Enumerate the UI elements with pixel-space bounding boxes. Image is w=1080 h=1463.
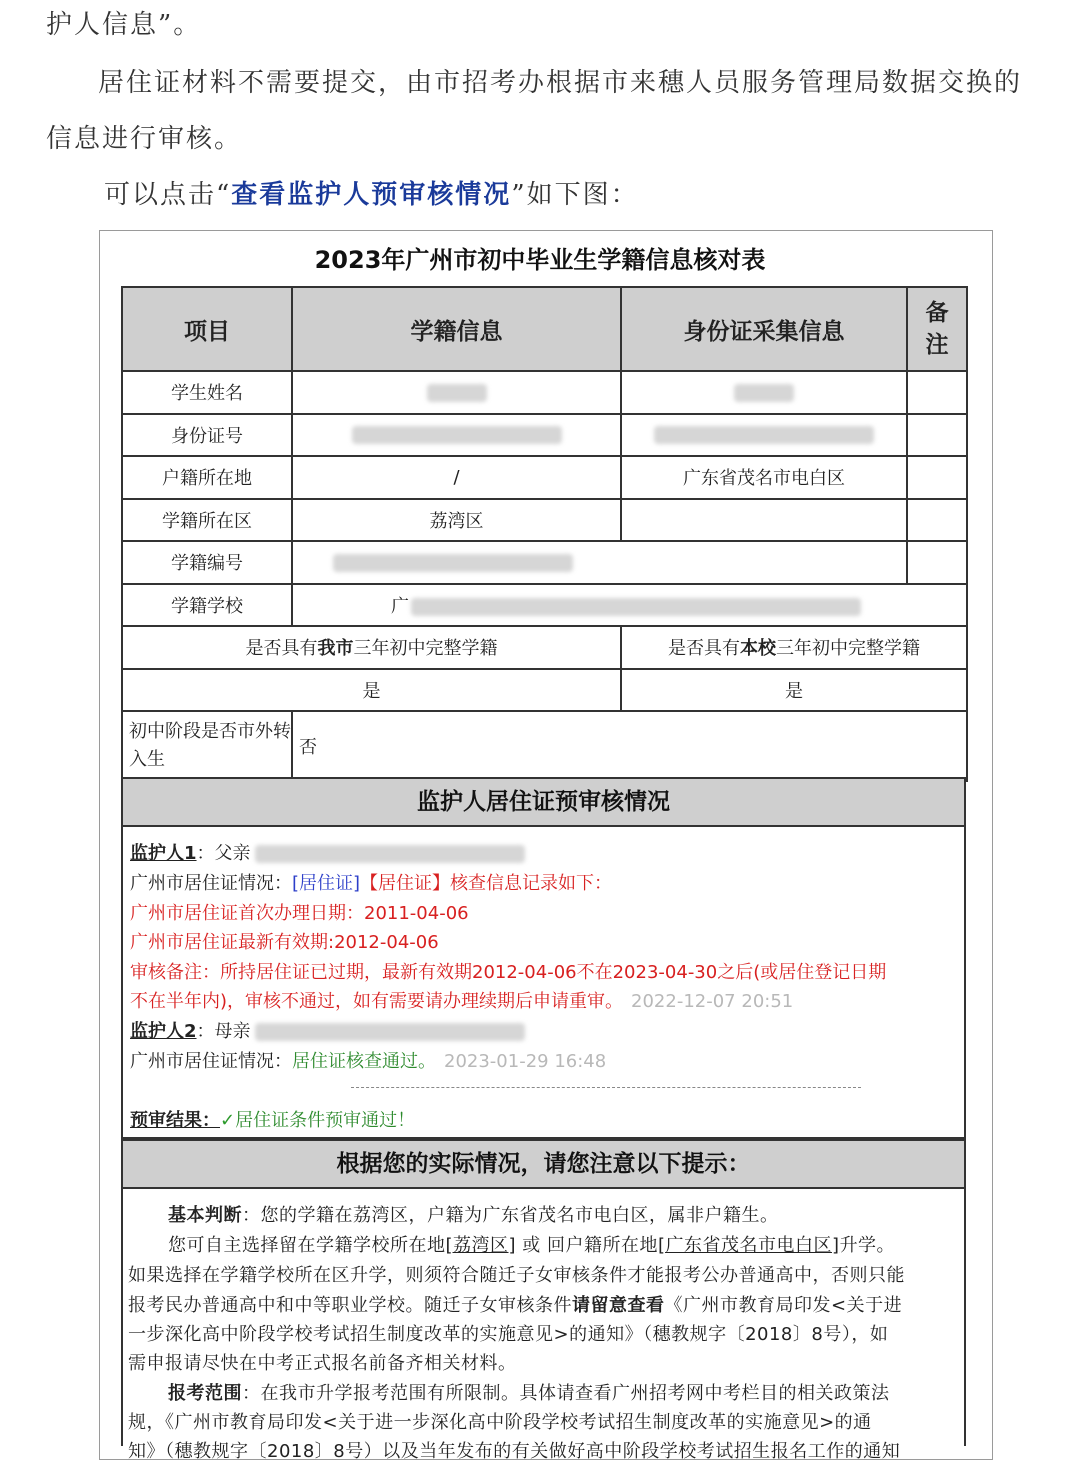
tips-line-4-post: 《广州市教育局印发<关于进: [664, 1295, 903, 1316]
table-row: [122, 371, 967, 414]
intro-line-4-pre: 可以点击“: [104, 180, 232, 210]
scope-text: ：在我市升学报考范围有所限制。具体请查看广州招考网中考栏目的相关政策法: [242, 1383, 890, 1404]
school-name: [292, 584, 967, 627]
school-district-id: [621, 499, 907, 542]
table-row: [122, 499, 967, 542]
intro-line-3: 信息进行审核。: [46, 124, 243, 154]
student-name-id: [621, 371, 907, 414]
transfer-value: 否: [292, 711, 967, 781]
guardian-1-label: 监护人1: [130, 843, 197, 864]
choice-district-b: [广东省茂名市电白区]: [658, 1235, 840, 1256]
scope-line: [168, 1379, 890, 1405]
tips-header: 根据您的实际情况，请您注意以下提示：: [121, 1139, 966, 1189]
row-label: 学籍编号: [122, 541, 292, 584]
guardian-1-tag-2: 【居住证】: [360, 873, 451, 894]
q1-pre: 是否具有: [245, 638, 318, 660]
student-name-school: [292, 371, 621, 414]
guardian-1-tag-1: [居住证]: [292, 873, 361, 894]
guardian-1-line: [130, 839, 525, 865]
intro-line-1: 护人信息”。: [46, 10, 202, 40]
table-row: [122, 414, 967, 457]
remark-cell: [907, 371, 967, 414]
intro-line-4-post: ”如下图：: [511, 180, 639, 210]
guardian-review-box: [121, 827, 966, 1139]
tips-box: [121, 1189, 966, 1462]
choice-line: [168, 1231, 895, 1257]
answer-city-record: 是: [122, 669, 621, 712]
q1-bold: 我市: [317, 638, 354, 660]
household-id: 广东省茂名市电白区: [621, 456, 907, 499]
id-number-school: [292, 414, 621, 457]
guardian-review-header: 监护人居住证预审核情况: [121, 777, 966, 827]
answer-school-record: 是: [621, 669, 967, 712]
remark-cell: [907, 499, 967, 542]
id-number-id: [621, 414, 907, 457]
table-row: [122, 456, 967, 499]
remark-cell: [907, 541, 967, 584]
tips-line-3: 如果选择在学籍学校所在区升学，则须符合随迁子女审核条件才能报考公办普通高中，否则只能: [128, 1265, 905, 1286]
first-issue-date: 广州市居住证首次办理日期：2011-04-06: [130, 903, 469, 924]
guardian-2-status-text: 居住证核查通过。: [292, 1051, 436, 1072]
choice-pre: 您可自主选择留在学籍学校所在地: [168, 1235, 446, 1256]
table-row: [122, 584, 967, 627]
intro-line-4: [104, 174, 639, 211]
choice-post: 升学。: [839, 1235, 896, 1256]
q1-post: 三年初中完整学籍: [353, 638, 498, 660]
school-district: 荔湾区: [292, 499, 621, 542]
q2-post: 三年初中完整学籍: [776, 638, 920, 660]
guardian-1-status: [130, 869, 612, 895]
table-row: [122, 626, 967, 669]
header-remark: [907, 287, 967, 371]
remark-cell: [907, 456, 967, 499]
household-school: /: [292, 456, 621, 499]
header-school-info: 学籍信息: [292, 287, 621, 371]
dashed-divider: [351, 1087, 861, 1088]
table-header-row: [122, 287, 967, 371]
latest-validity: 广州市居住证最新有效期:2012-04-06: [130, 932, 439, 953]
row-label: 身份证号: [122, 414, 292, 457]
review-note-line-2: [130, 987, 793, 1013]
question-city-record: [122, 626, 621, 669]
check-icon: ✓: [220, 1110, 236, 1131]
header-remark-text: 备注: [925, 300, 949, 358]
row-label: 学籍学校: [122, 584, 292, 627]
transfer-label: 初中阶段是否市外转入生: [122, 711, 292, 781]
table-row: [122, 669, 967, 712]
guardian-1-status-post: 核查信息记录如下：: [450, 873, 613, 894]
guardian-2-status-pre: 广州市居住证情况：: [130, 1051, 292, 1072]
q2-bold: 本校: [740, 638, 776, 660]
tips-line-9: 知》（穗教规字〔2018〕8号）以及当年发布的有关做好高中阶段学校考试招生报名工作的通知: [128, 1441, 901, 1462]
tips-line-4: [128, 1291, 902, 1317]
question-school-record: [621, 626, 967, 669]
student-info-table: [121, 286, 968, 782]
guardian-2-status: [130, 1047, 606, 1073]
tips-line-8: 规，《广州市教育局印发<关于进一步深化高中阶段学校考试招生制度改革的实施意见>的通: [128, 1412, 872, 1433]
table-row: [122, 541, 967, 584]
student-number: [292, 541, 907, 584]
document-title: 2023年广州市初中毕业生学籍信息核对表: [314, 246, 766, 274]
prereview-result: [130, 1106, 415, 1132]
guardian-2-relation: ：母亲: [196, 1021, 251, 1042]
q2-pre: 是否具有: [668, 638, 740, 660]
guardian-2-line: [130, 1017, 525, 1043]
prereview-result-label: 预审结果：: [130, 1110, 220, 1131]
remark-cell: [907, 414, 967, 457]
row-label: 学籍所在区: [122, 499, 292, 542]
view-guardian-review-link[interactable]: 查看监护人预审核情况: [231, 180, 512, 210]
school-name-prefix: 广: [391, 595, 409, 617]
review-note-line-1: 审核备注：所持居住证已过期，最新有效期2012-04-06不在2023-04-30之后(或居住登记日期: [130, 962, 887, 983]
guardian-1-status-pre: 广州市居住证情况：: [130, 873, 292, 894]
tips-line-5: 一步深化高中阶段学校考试招生制度改革的实施意见>的通知》（穗教规字〔2018〕8号），如: [128, 1324, 889, 1345]
basic-judgement: [168, 1201, 779, 1227]
table-row: [122, 711, 967, 781]
row-label: 学生姓名: [122, 371, 292, 414]
basic-judgement-label: 基本判断: [168, 1205, 242, 1226]
scope-label: 报考范围: [168, 1383, 242, 1404]
guardian-2-time: 2023-01-29 16:48: [444, 1051, 607, 1072]
header-item: 项目: [122, 287, 292, 371]
guardian-2-label: 监护人2: [130, 1021, 197, 1042]
tips-line-4-bold: 请留意查看: [572, 1295, 665, 1316]
prereview-result-text: 居住证条件预审通过！: [235, 1110, 416, 1131]
choice-mid: 或 回户籍所在地: [522, 1235, 659, 1256]
intro-line-2: 居住证材料不需要提交，由市招考办根据市来穗人员服务管理局数据交换的: [98, 68, 1023, 98]
basic-judgement-text: ：您的学籍在荔湾区，户籍为广东省茂名市电白区，属非户籍生。: [242, 1205, 779, 1226]
review-note-time: 2022-12-07 20:51: [631, 991, 794, 1012]
header-id-info: 身份证采集信息: [621, 287, 907, 371]
row-label: 户籍所在地: [122, 456, 292, 499]
tips-line-6: 需申报请尽快在中考正式报名前备齐相关材料。: [128, 1353, 517, 1374]
tips-line-4-pre: 报考民办普通高中和中等职业学校。随迁子女审核条件: [128, 1295, 572, 1316]
review-note-text: 不在半年内)，审核不通过，如有需要请办理续期后申请重审。: [130, 991, 624, 1012]
choice-district-a: [荔湾区]: [445, 1235, 517, 1256]
guardian-1-relation: ：父亲: [196, 843, 251, 864]
